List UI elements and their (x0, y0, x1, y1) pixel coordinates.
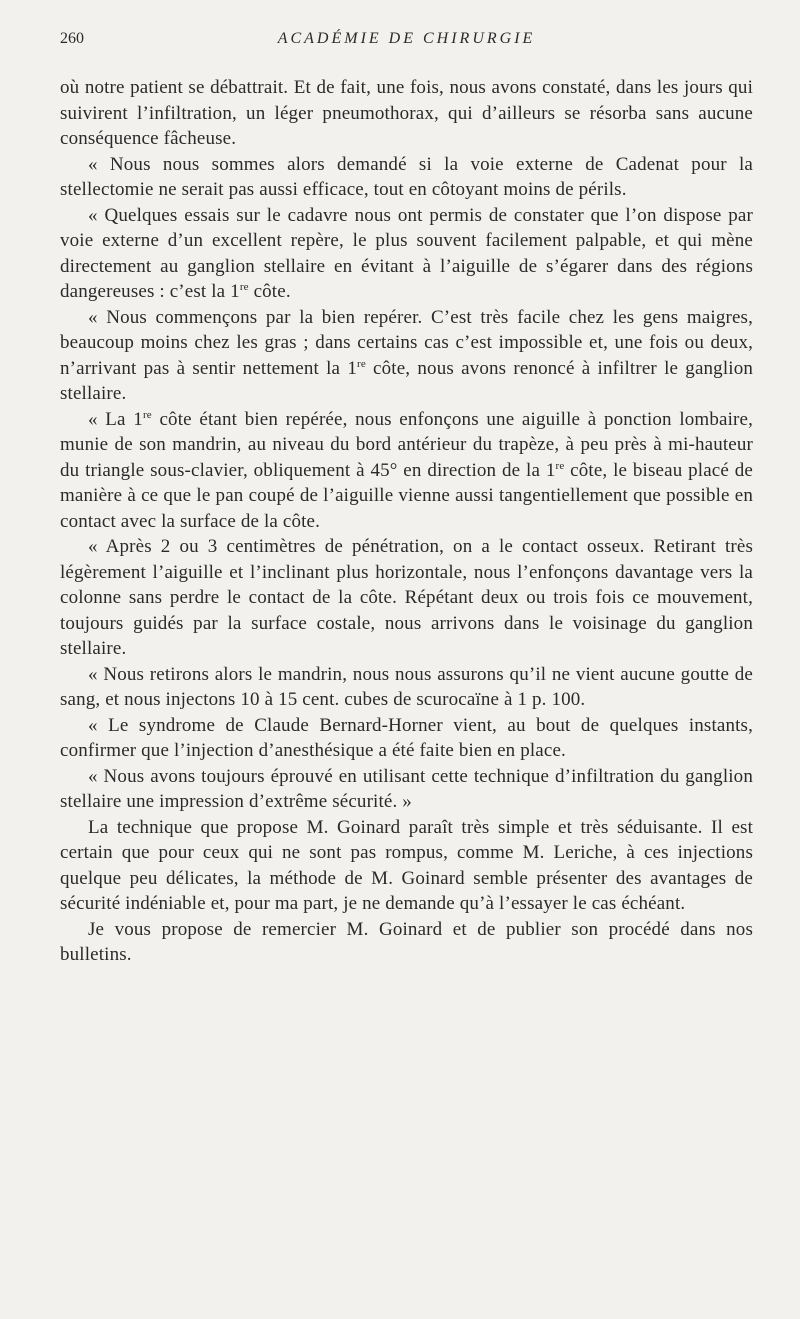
ordinal-superscript: re (239, 281, 249, 293)
paragraph-p1 (60, 75, 753, 152)
paragraph-p6 (60, 534, 753, 662)
ordinal-superscript: re (555, 459, 565, 472)
text-segment: « Après 2 ou 3 centimètres de pénétration, on a le contact osseux. Retirant très légèrement l’aiguille et l’inclinant plus horizontale, nous l’enfonçons davantage vers la colonne sans perdre le contact de la côte. Répétant deux ou trois fois ce mouvement, toujours guidés par la surface costale, nous arrivons dans le voisinage du ganglion stellaire. (60, 536, 753, 659)
paragraph-p2 (60, 152, 753, 203)
text-segment: « Nous nous sommes alors demandé si la voie externe de Cadenat pour la stellectomie ne serait pas aussi efficace, tout en côtoyant moins de périls. (60, 153, 753, 200)
text-segment: La technique que propose M. Goinard paraît très simple et très séduisante. Il est certain que pour ceux qui ne sont pas rompus, comme M. Leriche, à ces injections quelque peu délicates, la méthode de M. Goinard semble présenter des avantages de sécurité indéniable et, pour ma part, je ne demande qu’à l’essayer le cas échéant. (60, 816, 753, 914)
paragraph-p3 (60, 203, 753, 305)
text-segment: « Le syndrome de Claude Bernard-Horner vient, au bout de quelques instants, confirmer que l’injection d’anesthésique a été faite bien en place. (60, 714, 753, 761)
paragraph-p4 (60, 305, 753, 407)
running-header (60, 30, 753, 60)
text-segment: « La 1 (88, 408, 143, 430)
text-segment: « Nous commençons par la bien repérer. C’est très facile chez les gens maigres, beaucoup moins chez les gras ; dans certains cas c’est impossible et, une fois ou deux, n’arrivant pas à sentir nettement la 1 (60, 306, 753, 379)
text-segment: « Nous avons toujours éprouvé en utilisant cette technique d’infiltration du ganglion stellaire une impression d’extrême sécurité. » (60, 765, 753, 812)
paragraph-p7 (60, 662, 753, 713)
page-number: 260 (60, 30, 84, 47)
paragraph-p5 (60, 407, 753, 535)
paragraph-p11 (60, 917, 753, 968)
body-text (60, 75, 753, 968)
text-segment: « Nous retirons alors le mandrin, nous nous assurons qu’il ne vient aucune goutte de sang, et nous injectons 10 à 15 cent. cubes de scurocaïne à 1 p. 100. (60, 663, 753, 710)
paragraph-p9 (60, 764, 753, 815)
text-segment: côte étant bien repérée, nous enfonçons une aiguille à ponction lombaire, munie de son mandrin, au niveau du bord antérieur du trapèze, à peu près à mi-hauteur du triangle sous-clavier, obliquement à 45° en direction de la 1 (60, 408, 753, 481)
text-segment: côte. (248, 281, 291, 302)
ordinal-superscript: re (142, 408, 152, 421)
ordinal-superscript: re (357, 357, 366, 370)
document-page (60, 30, 753, 968)
paragraph-p8 (60, 713, 753, 764)
text-segment: où notre patient se débattrait. Et de fait, une fois, nous avons constaté, dans les jours qui suivirent l’infiltration, un léger pneumothorax, qui d’ailleurs se résorba sans aucune conséquence fâcheuse. (60, 77, 753, 149)
running-title: ACADÉMIE DE CHIRURGIE (277, 30, 536, 47)
text-segment: côte, le biseau placé de manière à ce que le pan coupé de l’aiguille vienne aussi tangentiellement que possible en contact avec la surface de la côte. (60, 459, 753, 532)
text-segment: Je vous propose de remercier M. Goinard et de publier son procédé dans nos bulletins. (60, 918, 753, 965)
paragraph-p10 (60, 815, 753, 917)
text-segment: côte, nous avons renoncé à infiltrer le ganglion stellaire. (60, 357, 753, 404)
text-segment: « Quelques essais sur le cadavre nous ont permis de constater que l’on dispose par voie externe d’un excellent repère, le plus souvent facilement palpable, et qui mène directement au ganglion stellaire en évitant à l’aiguille de s’égarer dans des régions dangereuses : c’est la 1 (60, 204, 753, 302)
